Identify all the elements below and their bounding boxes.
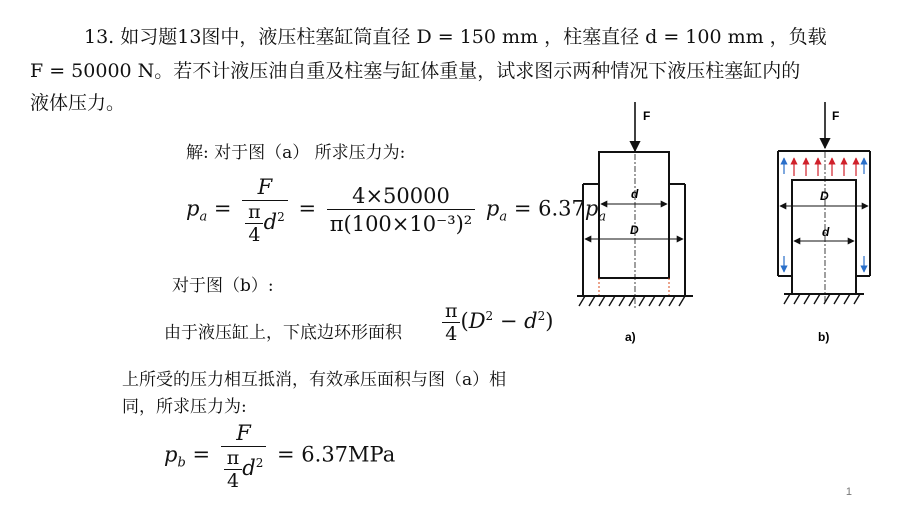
figure-a: [575, 96, 705, 356]
caption-a: a): [625, 330, 636, 344]
equation-a: $p_a$ = F $\frac{\pi}{4}$ $d^2$ = $\frac{4\times 50000}{\text{π(100×10⁻³)²}}$ $p_a = 6.37p_a$: [186, 175, 607, 246]
dim-D-b: D: [820, 189, 829, 203]
dim-D-a: D: [630, 223, 639, 237]
problem-line-2: F = 50000 N。若不计液压油自重及柱塞与缸体重量，试求图示两种情况下液压柱塞缸内的: [30, 60, 801, 82]
solution-intro: 解: 对于图（a） 所求压力为:: [186, 143, 406, 163]
problem-line-1: 13. 如习题13图中，液压柱塞缸筒直径 D = 150 mm ，柱塞直径 d = 100 mm ，负载: [84, 26, 827, 48]
figure-b: [770, 96, 900, 356]
eq-a-numerator: F: [257, 175, 273, 199]
force-label-b: F: [832, 109, 840, 123]
case-b-heading: 对于图（b）:: [172, 276, 274, 296]
force-label-a: F: [643, 109, 651, 123]
problem-line-3: 液体压力。: [30, 92, 126, 114]
annulus-area-formula: $\frac{\pi}{4}$ $(D^2 - d^2)$: [442, 300, 553, 345]
eq-a-numerator-value: 4×50000: [352, 183, 450, 208]
eq-a-denominator-value: π(100×10⁻³)²: [327, 209, 476, 238]
pressure-arrows-annulus: [784, 158, 864, 272]
eq-a-result: 6.37: [538, 196, 585, 221]
eq-b-result: 6.37MPa: [301, 442, 396, 467]
case-b-line-2: 上所受的压力相互抵消，有效承压面积与图（a）相: [122, 370, 507, 390]
dim-d-b: d: [822, 225, 830, 239]
eq-b-numerator: F: [236, 421, 251, 445]
plunger-a: [599, 152, 669, 278]
case-b-line-3: 同，所求压力为:: [122, 397, 247, 417]
case-b-line-1: 由于液压缸上，下底边环形面积: [164, 323, 402, 343]
page-number: 1: [845, 486, 852, 498]
dim-d-a: d: [631, 187, 639, 201]
caption-b: b): [818, 330, 830, 344]
equation-b: $p_b$ = F $\frac{\pi}{4}$ $d^2$ = 6.37MPa: [164, 421, 396, 492]
